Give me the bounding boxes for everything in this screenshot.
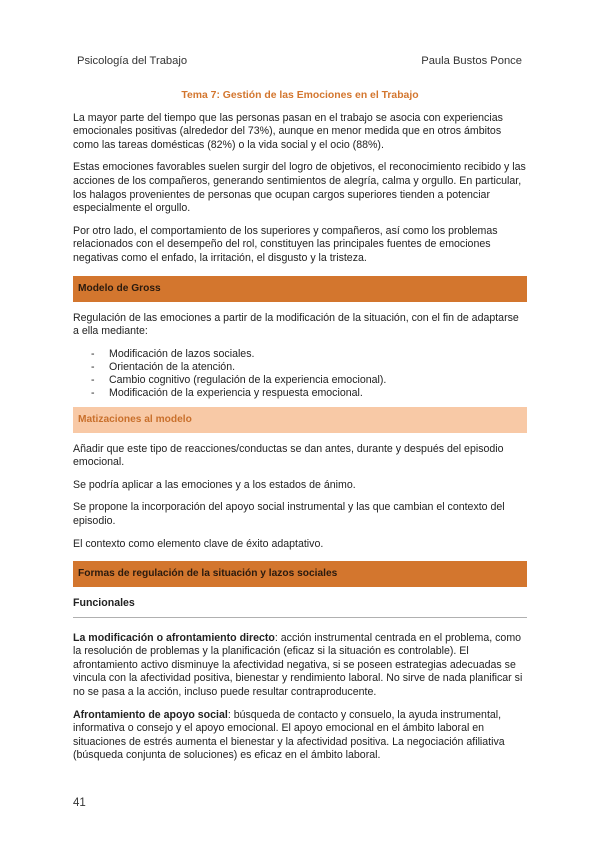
list-item: - Modificación de la experiencia y respuesta emocional. bbox=[91, 387, 527, 400]
list-item: - Cambio cognitivo (regulación de la experiencia emocional). bbox=[91, 374, 527, 387]
section-heading-formas-label: Formas de regulación de la situación y lazos sociales bbox=[78, 568, 338, 580]
gross-paragraph: Regulación de las emociones a partir de la modificación de la situación, con el fin de adaptarse a ella mediante: bbox=[73, 311, 519, 338]
page-content bbox=[73, 89, 527, 772]
intro-paragraph-2: Estas emociones favorables suelen surgir del logro de objetivos, el reconocimiento recibido y las acciones de los compañeros, generando sentimientos de alegría, calma y orgullo. En particular, los halagos provenientes de personas que ocupan cargos superiores tienden a potenciar especialmente el orgullo. bbox=[73, 161, 526, 215]
subheading-funcionales: Funcionales bbox=[73, 597, 135, 610]
list-item: - Modificación de lazos sociales. bbox=[91, 348, 527, 361]
section-heading-gross bbox=[73, 276, 527, 302]
chapter-title: Tema 7: Gestión de las Emociones en el Trabajo bbox=[181, 90, 419, 101]
matizaciones-paragraph-1: Añadir que este tipo de reacciones/conductas se dan antes, durante y después del episodio emocional. bbox=[73, 442, 504, 469]
term-apoyo-social-text: : búsqueda de contacto y consuelo, la ayuda instrumental, informativa o consejo y el apoyo emocional. El apoyo emocional en el ámbito laboral en situaciones de estrés aumenta el bienestar y la afectividad positiva. La negociación afiliativa (búsqueda conjunta de soluciones) es eficaz en el ámbito laboral. bbox=[73, 708, 505, 762]
page-header bbox=[77, 55, 522, 67]
formas-paragraph-2 bbox=[73, 709, 527, 763]
term-afrontamiento-directo-text: : acción instrumental centrada en el problema, como la resolución de problemas y la planificación (eficaz si la situación es controlable). El afrontamiento activo disminuye la afectividad negativa, si se poseen estrategias adecuadas se vincula con la afectividad positiva, bienestar y rendimiento laboral. No sirve de nada planificar si no se pasa a la acción, incluso puede resultar contraproducente. bbox=[73, 631, 523, 699]
divider bbox=[73, 617, 527, 618]
matizaciones-paragraph-3: Se propone la incorporación del apoyo social instrumental y las que cambian el contexto del episodio. bbox=[73, 501, 505, 527]
intro-paragraph-3: Por otro lado, el comportamiento de los superiores y compañeros, así como los problemas relacionados con el desempeño del rol, constituyen las principales fuentes de emociones negativas como el enfado, la irritación, el disgusto y la tristeza. bbox=[73, 224, 498, 264]
page-number: 41 bbox=[73, 797, 86, 809]
section-heading-matizaciones-label: Matizaciones al modelo bbox=[78, 413, 192, 425]
section-heading-gross-label: Modelo de Gross bbox=[78, 282, 161, 294]
gross-list bbox=[73, 348, 527, 401]
term-afrontamiento-directo: La modificación o afrontamiento directo bbox=[73, 631, 275, 644]
matizaciones-paragraph-4: El contexto como elemento clave de éxito adaptativo. bbox=[73, 537, 324, 550]
intro-paragraph-1: La mayor parte del tiempo que las personas pasan en el trabajo se asocia con experiencias emocionales positivas (alrededor del 73%), aunque en menor medida que en otros ámbitos como las tareas domésticas (82%) o la vida social y el ocio (88%). bbox=[73, 111, 503, 151]
term-apoyo-social: Afrontamiento de apoyo social bbox=[73, 708, 228, 721]
section-heading-matizaciones bbox=[73, 407, 527, 433]
section-heading-formas bbox=[73, 561, 527, 587]
matizaciones-paragraph-2: Se podría aplicar a las emociones y a los estados de ánimo. bbox=[73, 478, 356, 491]
list-item: - Orientación de la atención. bbox=[91, 361, 527, 374]
header-author: Paula Bustos Ponce bbox=[421, 55, 522, 67]
formas-paragraph-1 bbox=[73, 632, 527, 700]
header-subject: Psicología del Trabajo bbox=[77, 55, 188, 67]
